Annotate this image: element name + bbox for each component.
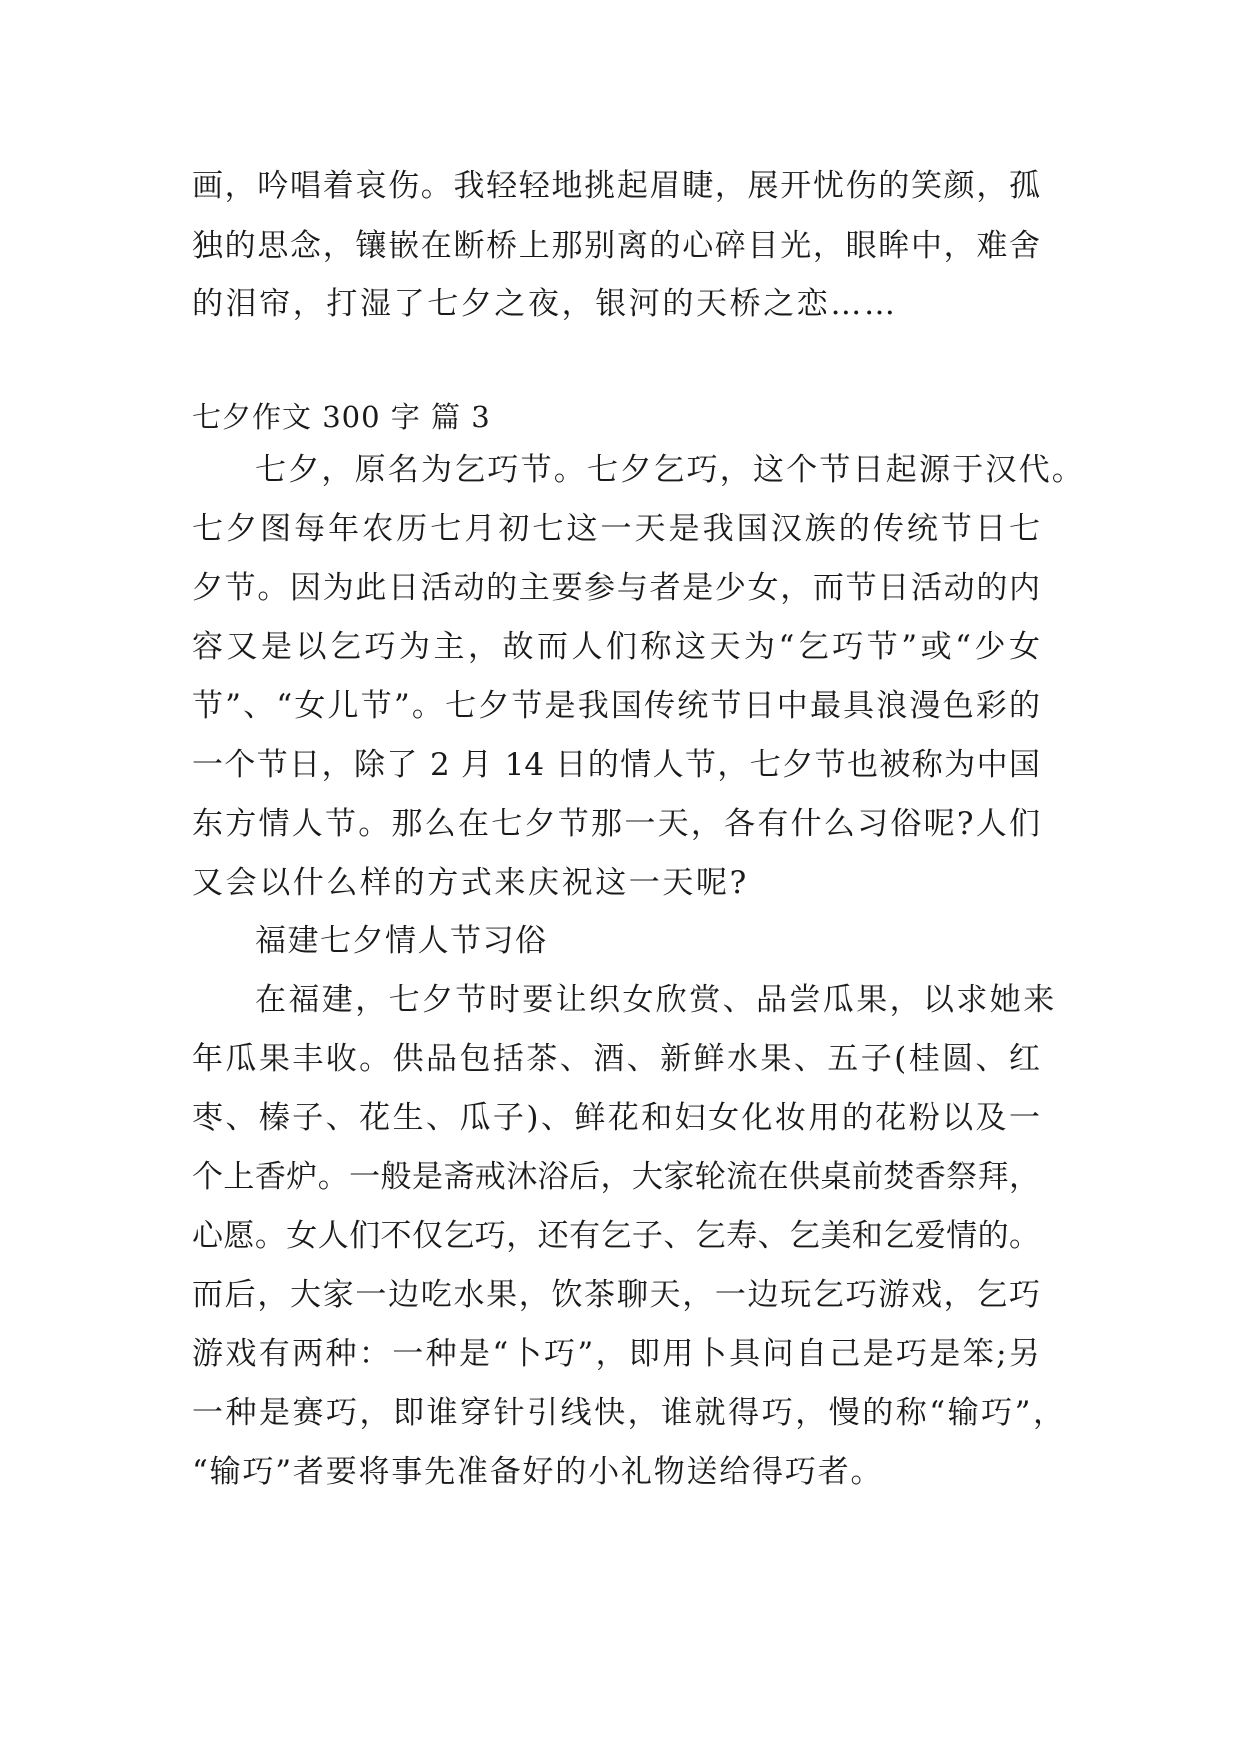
paragraph-1-line-8: 又会以什么样的方式来庆祝这一天呢?	[192, 865, 749, 901]
paragraph-1-line-3: 夕节。因为此日活动的主要参与者是少女，而节日活动的内	[192, 570, 1040, 606]
paragraph-2-line-2: 年瓜果丰收。供品包括茶、酒、新鲜水果、五子(桂圆、红	[192, 1041, 1040, 1077]
top-paragraph-line-3: 的泪帘，打湿了七夕之夜，银河的天桥之恋……	[192, 286, 898, 322]
paragraph-1-line-5: 节”、“女儿节”。七夕节是我国传统节日中最具浪漫色彩的	[192, 688, 1040, 724]
top-paragraph-line-1: 画，吟唱着哀伤。我轻轻地挑起眉睫，展开忧伤的笑颜，孤	[192, 168, 1040, 204]
paragraph-1-line-1: 七夕，原名为乞巧节。七夕乞巧，这个节日起源于汉代。	[255, 452, 1085, 488]
paragraph-2-line-6: 而后，大家一边吃水果，饮茶聊天，一边玩乞巧游戏，乞巧	[192, 1277, 1040, 1313]
paragraph-2-line-5: 心愿。女人们不仅乞巧，还有乞子、乞寿、乞美和乞爱情的。	[192, 1218, 1040, 1254]
paragraph-2-line-1: 在福建，七夕节时要让织女欣赏、品尝瓜果，以求她来	[255, 982, 1057, 1018]
paragraph-1-line-4: 容又是以乞巧为主，故而人们称这天为“乞巧节”或“少女	[192, 629, 1040, 665]
subheading: 福建七夕情人节习俗	[255, 923, 548, 959]
paragraph-2-line-7: 游戏有两种：一种是“卜巧”，即用卜具问自己是巧是笨;另	[192, 1336, 1040, 1372]
top-paragraph-line-2: 独的思念，镶嵌在断桥上那别离的心碎目光，眼眸中，难舍	[192, 228, 1040, 264]
paragraph-2-line-3: 枣、榛子、花生、瓜子)、鲜花和妇女化妆用的花粉以及一	[192, 1100, 1040, 1136]
paragraph-2-line-4: 个上香炉。一般是斋戒沐浴后，大家轮流在供桌前焚香祭拜，	[192, 1159, 1040, 1195]
section-heading: 七夕作文 300 字 篇 3	[192, 400, 491, 434]
paragraph-1-line-7: 东方情人节。那么在七夕节那一天，各有什么习俗呢?人们	[192, 806, 1040, 842]
paragraph-1-line-2: 七夕图每年农历七月初七这一天是我国汉族的传统节日七	[192, 511, 1040, 547]
paragraph-2-line-9: “输巧”者要将事先准备好的小礼物送给得巧者。	[192, 1454, 884, 1490]
paragraph-2-line-8: 一种是赛巧，即谁穿针引线快，谁就得巧，慢的称“输巧”，	[192, 1395, 1064, 1431]
paragraph-1-line-6: 一个节日，除了 2 月 14 日的情人节，七夕节也被称为中国	[192, 747, 1040, 783]
